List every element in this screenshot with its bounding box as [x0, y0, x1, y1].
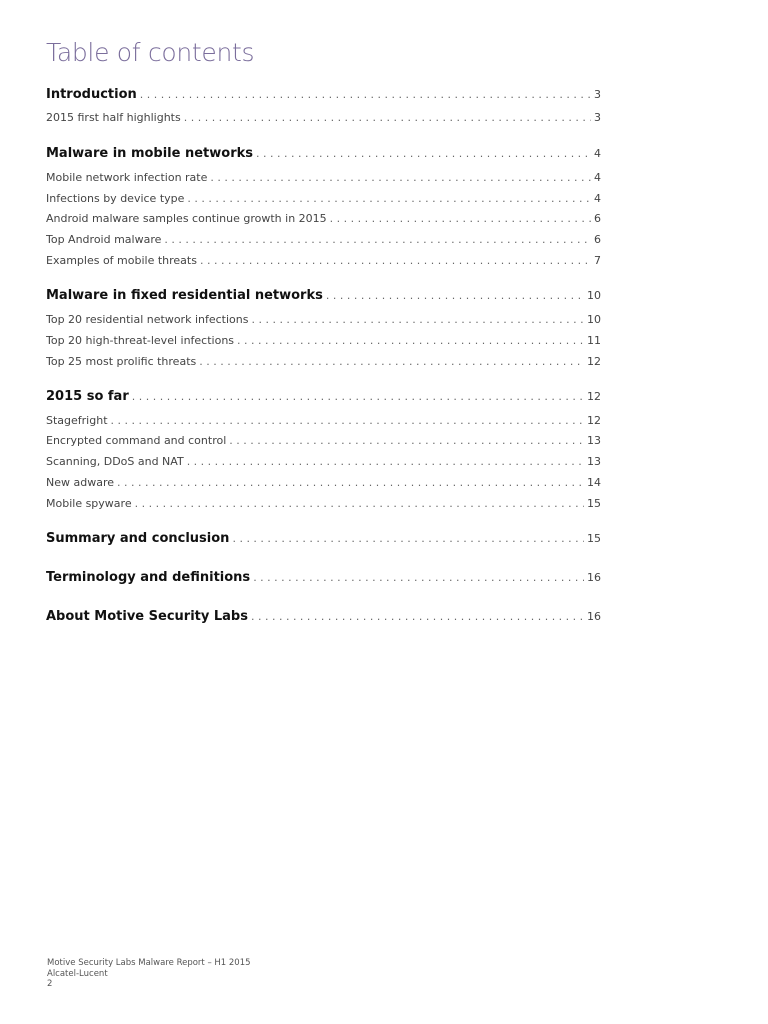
- toc-entry-label: Scanning, DDoS and NAT: [46, 455, 184, 468]
- dot-leader: [140, 88, 591, 101]
- toc-subsection-entry[interactable]: [46, 434, 601, 447]
- toc-entry-page: 16: [587, 571, 601, 584]
- toc-entry-page: 7: [594, 254, 601, 267]
- toc-section-entry[interactable]: [46, 531, 601, 546]
- toc-entry-page: 12: [587, 355, 601, 368]
- toc-entry-label: Top 20 residential network infections: [46, 313, 249, 326]
- toc-section-entry[interactable]: [46, 288, 601, 303]
- toc-section-entry[interactable]: [46, 146, 601, 161]
- page-title: Table of contents: [46, 38, 255, 67]
- toc-entry-label: Infections by device type: [46, 192, 185, 205]
- toc-subsection-entry[interactable]: [46, 334, 601, 347]
- toc-entry-label: Top 25 most prolific threats: [46, 355, 197, 368]
- toc-section-entry[interactable]: [46, 87, 601, 102]
- dot-leader: [117, 476, 584, 489]
- toc-entry-label: Top 20 high-threat-level infections: [46, 334, 235, 347]
- dot-leader: [187, 455, 584, 468]
- footer-page-number: 2: [47, 979, 53, 989]
- toc-subsection-entry[interactable]: [46, 414, 601, 427]
- toc-entry-label: Terminology and definitions: [46, 570, 251, 585]
- toc-entry-label: Summary and conclusion: [46, 531, 230, 546]
- toc-subsection-entry[interactable]: [46, 476, 601, 489]
- toc-subsection-entry[interactable]: [46, 192, 601, 205]
- toc-section-entry[interactable]: [46, 570, 601, 585]
- toc-entry-page: 12: [587, 414, 601, 427]
- toc-entry-label: 2015 first half highlights: [46, 111, 181, 124]
- toc-subsection-entry[interactable]: [46, 233, 601, 246]
- toc-entry-label: About Motive Security Labs: [46, 609, 248, 624]
- toc-subsection-entry[interactable]: [46, 355, 601, 368]
- toc-entry-page: 6: [594, 212, 601, 225]
- toc-entry-label: Mobile spyware: [46, 497, 132, 510]
- toc-entry-page: 10: [587, 313, 601, 326]
- toc-entry-label: Android malware samples continue growth in 2015: [46, 212, 327, 225]
- toc-entry-page: 15: [587, 497, 601, 510]
- toc-entry-page: 4: [594, 147, 601, 160]
- toc-entry-label: Mobile network infection rate: [46, 171, 208, 184]
- dot-leader: [256, 147, 591, 160]
- dot-leader: [237, 334, 584, 347]
- dot-leader: [200, 254, 591, 267]
- toc-entry-label: Top Android malware: [46, 233, 162, 246]
- toc-entry-page: 4: [594, 192, 601, 205]
- toc-subsection-entry[interactable]: [46, 497, 601, 510]
- toc-entry-label: Stagefright: [46, 414, 108, 427]
- dot-leader: [326, 289, 584, 302]
- dot-leader: [210, 171, 591, 184]
- toc-entry-page: 10: [587, 289, 601, 302]
- toc-entry-label: New adware: [46, 476, 114, 489]
- dot-leader: [251, 313, 584, 326]
- dot-leader: [251, 610, 584, 623]
- toc-subsection-entry[interactable]: [46, 111, 601, 124]
- dot-leader: [135, 497, 584, 510]
- toc-subsection-entry[interactable]: [46, 455, 601, 468]
- toc-entry-label: 2015 so far: [46, 389, 129, 404]
- dot-leader: [164, 233, 591, 246]
- dot-leader: [184, 111, 591, 124]
- dot-leader: [187, 192, 591, 205]
- toc-entry-page: 16: [587, 610, 601, 623]
- dot-leader: [132, 390, 584, 403]
- dot-leader: [232, 532, 584, 545]
- toc-entry-page: 14: [587, 476, 601, 489]
- toc-entry-page: 13: [587, 434, 601, 447]
- toc-subsection-entry[interactable]: [46, 212, 601, 225]
- toc-entry-label: Encrypted command and control: [46, 434, 227, 447]
- toc-entry-label: Malware in mobile networks: [46, 146, 253, 161]
- toc-entry-page: 4: [594, 171, 601, 184]
- toc-section-entry[interactable]: [46, 609, 601, 624]
- toc-entry-page: 15: [587, 532, 601, 545]
- toc-entry-page: 3: [594, 111, 601, 124]
- toc-entry-label: Malware in fixed residential networks: [46, 288, 323, 303]
- dot-leader: [229, 434, 584, 447]
- toc-entry-page: 3: [594, 88, 601, 101]
- dot-leader: [199, 355, 584, 368]
- footer-report-title: Motive Security Labs Malware Report – H1 2015: [47, 958, 251, 968]
- toc-entry-page: 6: [594, 233, 601, 246]
- toc-subsection-entry[interactable]: [46, 313, 601, 326]
- toc-entry-label: Examples of mobile threats: [46, 254, 197, 267]
- toc-entry-page: 11: [587, 334, 601, 347]
- toc-entry-label: Introduction: [46, 87, 137, 102]
- dot-leader: [111, 414, 584, 427]
- toc-subsection-entry[interactable]: [46, 254, 601, 267]
- toc-entry-page: 13: [587, 455, 601, 468]
- toc-subsection-entry[interactable]: [46, 171, 601, 184]
- page-footer: [47, 958, 251, 990]
- toc-section-entry[interactable]: [46, 389, 601, 404]
- footer-company: Alcatel-Lucent: [47, 968, 108, 979]
- toc-entry-page: 12: [587, 390, 601, 403]
- dot-leader: [330, 212, 591, 225]
- dot-leader: [253, 571, 584, 584]
